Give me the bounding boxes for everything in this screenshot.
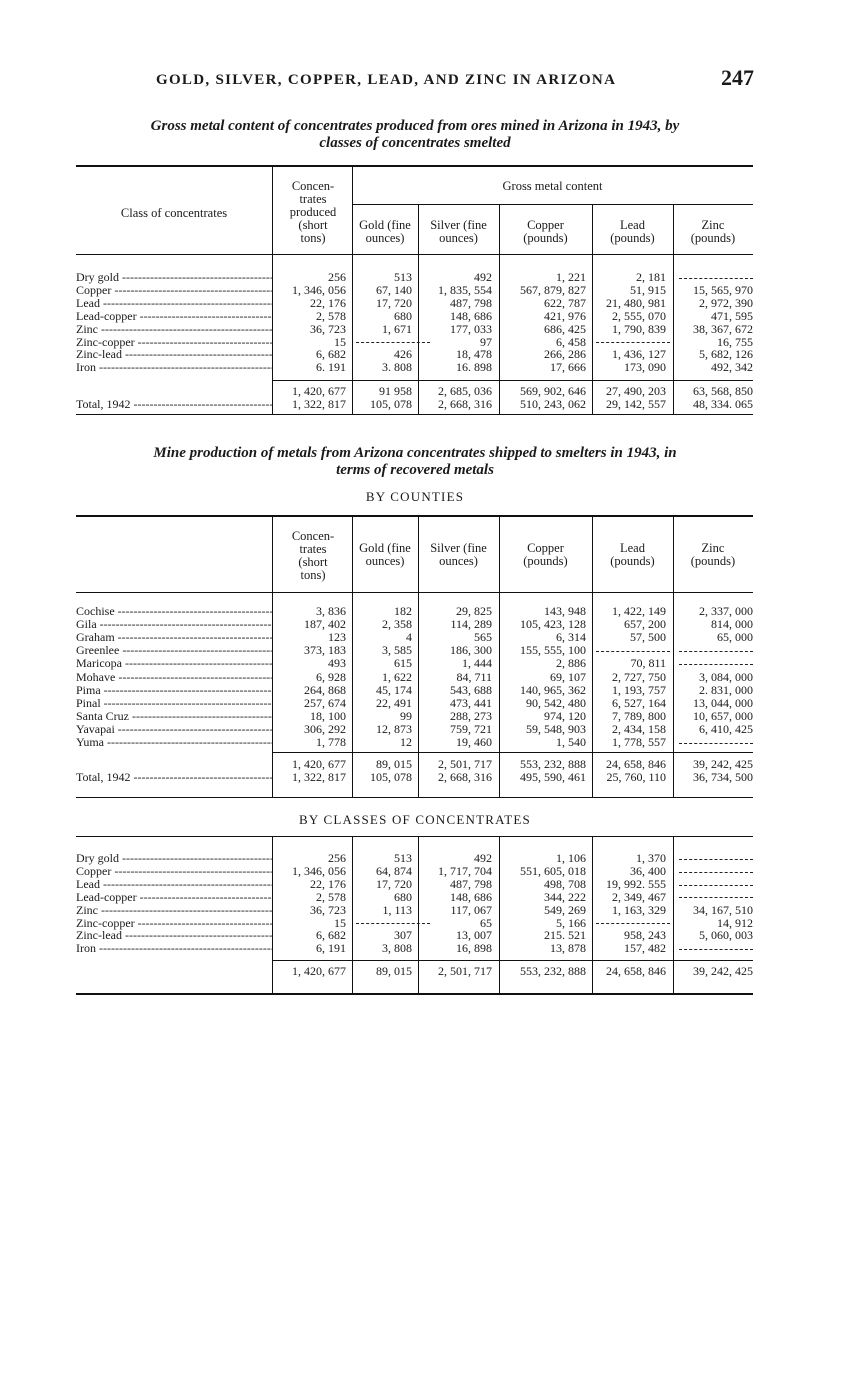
table-cell: 2, 337, 000: [699, 604, 753, 618]
table-cell: 12: [400, 735, 412, 749]
table-cell: 1, 221: [556, 270, 586, 284]
table-cell: 498, 708: [544, 876, 586, 891]
row-label: Pinal -----: [76, 697, 272, 710]
table2-classes-total-rule: [272, 960, 753, 961]
table-row: [0, 310, 866, 323]
table-cell: 257, 674: [304, 695, 346, 710]
table-cell: 91 958: [379, 384, 412, 398]
table-cell: 2, 668, 316: [438, 397, 492, 411]
table-cell: 1, 420, 677: [292, 384, 346, 398]
table2-header-copper: Copper (pounds): [523, 541, 568, 568]
table-cell: 90, 542, 480: [526, 695, 586, 710]
table-cell: 2, 727, 750: [612, 669, 666, 684]
row-label: Lead-copper -----: [76, 891, 272, 904]
empty-cell-dashes: [676, 865, 753, 878]
table-cell: 492: [474, 270, 492, 284]
table-cell: 64, 874: [376, 863, 412, 878]
table-cell: 2, 578: [316, 889, 346, 904]
table-cell: 36, 723: [310, 321, 346, 336]
table-cell: 1, 671: [382, 321, 412, 336]
table-cell: 65: [480, 915, 492, 930]
table-cell: 17, 720: [376, 876, 412, 891]
table-row: [0, 710, 866, 723]
table2-header-rule: [76, 592, 753, 593]
table-cell: 187, 402: [304, 617, 346, 632]
row-label: Zinc -----: [76, 323, 272, 336]
table-cell: 6, 458: [556, 334, 586, 349]
table-row: [0, 361, 866, 374]
table-row: [0, 852, 866, 865]
row-label: Mohave -----: [76, 671, 272, 684]
table2-header-zinc: Zinc (pounds): [690, 541, 736, 568]
table-cell: 17, 720: [376, 295, 412, 310]
table-cell: 89, 015: [376, 964, 412, 978]
table-cell: 114, 289: [450, 617, 492, 632]
table-cell: 426: [394, 347, 412, 362]
table-cell: 6, 682: [316, 928, 346, 943]
table-row: [0, 878, 866, 891]
table-cell: 493: [328, 656, 346, 671]
table-row: [0, 657, 866, 670]
table-cell: 39, 242, 425: [693, 964, 753, 978]
table-cell: 10, 657, 000: [693, 708, 753, 723]
table2-header-lead: Lead (pounds): [610, 541, 655, 568]
table-cell: 473, 441: [450, 695, 492, 710]
empty-cell-dashes: [676, 736, 753, 749]
row-label: Dry gold -----: [76, 852, 272, 865]
table-row: [0, 605, 866, 618]
table-cell: 6, 682: [316, 347, 346, 362]
table-cell: 29, 142, 557: [606, 397, 666, 411]
table-cell: 266, 286: [544, 347, 586, 362]
table-cell: 22, 176: [310, 295, 346, 310]
total-row: [0, 965, 866, 978]
table-cell: 1, 322, 817: [292, 770, 346, 784]
table-row: [0, 323, 866, 336]
table-cell: 6, 928: [316, 669, 346, 684]
table2-subhead-counties: BY COUNTIES: [365, 489, 465, 504]
table-cell: 155, 555, 100: [520, 643, 586, 658]
row-label: Graham -----: [76, 631, 272, 644]
table-cell: 13, 044, 000: [693, 695, 753, 710]
table-cell: 6. 191: [316, 360, 346, 375]
table2-bottom-rule: [76, 993, 753, 995]
table-cell: 5, 166: [556, 915, 586, 930]
table-cell: 543, 688: [450, 682, 492, 697]
table-cell: 70, 811: [630, 656, 666, 671]
table2-counties-bottom-rule: [76, 797, 753, 798]
table-cell: 57, 500: [630, 630, 666, 645]
row-label: Lead -----: [76, 297, 272, 310]
table-cell: 1, 622: [382, 669, 412, 684]
table-cell: 15: [334, 915, 346, 930]
row-label: Zinc-copper -----: [76, 336, 272, 349]
table-cell: 1, 790, 839: [612, 321, 666, 336]
row-label: Total, 1942 -----: [76, 398, 272, 411]
table-cell: 2, 578: [316, 308, 346, 323]
table-row: [0, 284, 866, 297]
table-cell: 215. 521: [544, 928, 586, 943]
table-cell: 495, 590, 461: [520, 770, 586, 784]
table-cell: 48, 334. 065: [693, 397, 753, 411]
table-cell: 18, 478: [456, 347, 492, 362]
table1-header-concentrates: Concen- trates produced (short tons): [289, 179, 337, 245]
table-cell: 13, 007: [456, 928, 492, 943]
table-cell: 39, 242, 425: [693, 757, 753, 771]
row-label: Pima -----: [76, 684, 272, 697]
table1-group-rule: [352, 204, 753, 205]
table1-header-zinc: Zinc (pounds): [690, 218, 736, 245]
table1-header-class: Class of concentrates: [120, 206, 228, 220]
table-cell: 69, 107: [550, 669, 586, 684]
row-label: Iron -----: [76, 942, 272, 955]
table-cell: 13, 878: [550, 941, 586, 956]
table-cell: 1, 106: [556, 851, 586, 865]
table-cell: 1, 370: [636, 851, 666, 865]
table-cell: 2, 434, 158: [612, 721, 666, 736]
table-row: [0, 618, 866, 631]
table-cell: 12, 873: [376, 721, 412, 736]
table-cell: 36, 400: [630, 863, 666, 878]
table-cell: 2, 501, 717: [438, 964, 492, 978]
table-cell: 89, 015: [376, 757, 412, 771]
table-cell: 15, 565, 970: [693, 282, 753, 297]
table-cell: 2, 886: [556, 656, 586, 671]
table-cell: 553, 232, 888: [520, 757, 586, 771]
table2-classes-top-rule: [76, 836, 753, 837]
table-cell: 36, 734, 500: [693, 770, 753, 784]
table-cell: 513: [394, 851, 412, 865]
table-cell: 256: [328, 851, 346, 865]
table2-subhead-classes: BY CLASSES OF CONCENTRATES: [299, 812, 531, 827]
table-row: [0, 697, 866, 710]
table-cell: 18, 100: [310, 708, 346, 723]
table-cell: 680: [394, 889, 412, 904]
table-cell: 6, 410, 425: [699, 721, 753, 736]
table-cell: 344, 222: [544, 889, 586, 904]
table-row: [0, 644, 866, 657]
table2-header-gold: Gold (fine ounces): [359, 541, 411, 568]
table-cell: 182: [394, 604, 412, 618]
table-cell: 1, 322, 817: [292, 397, 346, 411]
table-cell: 2, 349, 467: [612, 889, 666, 904]
row-label: Dry gold -----: [76, 271, 272, 284]
row-label: Zinc -----: [76, 904, 272, 917]
table-cell: 3, 084, 000: [699, 669, 753, 684]
table-cell: 814, 000: [711, 617, 753, 632]
table-row: [0, 723, 866, 736]
table-row: [0, 631, 866, 644]
table-cell: 2, 181: [636, 270, 666, 284]
row-label: Maricopa -----: [76, 657, 272, 670]
table1-top-rule: [76, 165, 753, 167]
table-cell: 1, 420, 677: [292, 757, 346, 771]
table-cell: 3. 808: [382, 360, 412, 375]
table-cell: 471, 595: [711, 308, 753, 323]
table-cell: 148, 686: [450, 889, 492, 904]
table-cell: 2, 668, 316: [438, 770, 492, 784]
table2-header-concentrates: Concen- trates (short tons): [291, 529, 335, 582]
table-cell: 615: [394, 656, 412, 671]
empty-cell-dashes: [676, 644, 753, 657]
total-row: [0, 771, 866, 784]
table-cell: 1, 835, 554: [438, 282, 492, 297]
table-cell: 1, 113: [382, 902, 412, 917]
empty-cell-dashes: [676, 942, 753, 955]
table1-caption-line2: classes of concentrates smelted: [319, 135, 511, 151]
table-cell: 553, 232, 888: [520, 964, 586, 978]
table-cell: 1, 444: [462, 656, 492, 671]
table-cell: 3, 585: [382, 643, 412, 658]
table-cell: 2, 685, 036: [438, 384, 492, 398]
table-cell: 186, 300: [450, 643, 492, 658]
row-label: Cochise -----: [76, 605, 272, 618]
table-cell: 567, 879, 827: [520, 282, 586, 297]
table-row: [0, 671, 866, 684]
table-cell: 25, 760, 110: [606, 770, 666, 784]
row-label: Copper -----: [76, 865, 272, 878]
table-cell: 36, 723: [310, 902, 346, 917]
table1-header-silver: Silver (fine ounces): [430, 218, 487, 245]
table-cell: 622, 787: [544, 295, 586, 310]
table-row: [0, 297, 866, 310]
table-cell: 686, 425: [544, 321, 586, 336]
table-cell: 2, 972, 390: [699, 295, 753, 310]
table-cell: 97: [480, 334, 492, 349]
table-cell: 1, 346, 056: [292, 282, 346, 297]
table-cell: 173, 090: [624, 360, 666, 375]
table-cell: 3, 808: [382, 941, 412, 956]
table-cell: 21, 480, 981: [606, 295, 666, 310]
table-cell: 1, 778: [316, 735, 346, 749]
row-label: Greenlee -----: [76, 644, 272, 657]
table-cell: 22, 491: [376, 695, 412, 710]
table-cell: 1, 346, 056: [292, 863, 346, 878]
table-cell: 117, 067: [450, 902, 492, 917]
row-label: Santa Cruz -----: [76, 710, 272, 723]
table-cell: 84, 711: [456, 669, 492, 684]
table-cell: 7, 789, 800: [612, 708, 666, 723]
table-cell: 34, 167, 510: [693, 902, 753, 917]
table-cell: 759, 721: [450, 721, 492, 736]
table-cell: 15: [334, 334, 346, 349]
table1-header-gold: Gold (fine ounces): [359, 218, 411, 245]
row-label: Copper -----: [76, 284, 272, 297]
table-row: [0, 929, 866, 942]
table-cell: 264, 868: [304, 682, 346, 697]
table-cell: 16, 755: [717, 334, 753, 349]
table-row: [0, 891, 866, 904]
table2-header-silver: Silver (fine ounces): [430, 541, 487, 568]
table-cell: 99: [400, 708, 412, 723]
table1-header-copper: Copper (pounds): [523, 218, 568, 245]
empty-cell-dashes: [676, 852, 753, 865]
table-cell: 513: [394, 270, 412, 284]
empty-cell-dashes: [676, 878, 753, 891]
table-cell: 140, 965, 362: [520, 682, 586, 697]
table-cell: 1, 717, 704: [438, 863, 492, 878]
table-cell: 16. 898: [456, 360, 492, 375]
empty-cell-dashes: [676, 657, 753, 670]
table-cell: 2, 501, 717: [438, 757, 492, 771]
table2-total-rule: [272, 752, 753, 753]
table2-caption-line2: terms of recovered metals: [336, 462, 494, 478]
table-cell: 123: [328, 630, 346, 645]
table-cell: 59, 548, 903: [526, 721, 586, 736]
table-cell: 307: [394, 928, 412, 943]
table1-header-lead: Lead (pounds): [610, 218, 655, 245]
table-cell: 38, 367, 672: [693, 321, 753, 336]
running-head: [76, 65, 754, 94]
table-cell: 6, 314: [556, 630, 586, 645]
table-cell: 288, 273: [450, 708, 492, 723]
table-cell: 657, 200: [624, 617, 666, 632]
table-cell: 27, 490, 203: [606, 384, 666, 398]
table-cell: 3, 836: [316, 604, 346, 618]
table-cell: 306, 292: [304, 721, 346, 736]
table-cell: 1, 193, 757: [612, 682, 666, 697]
table-cell: 565: [474, 630, 492, 645]
table-cell: 1, 540: [556, 735, 586, 749]
table-cell: 6, 191: [316, 941, 346, 956]
table-cell: 1, 778, 557: [612, 735, 666, 749]
table1-caption-line1: Gross metal content of concentrates produced from ores mined in Arizona in 1943, by: [150, 118, 680, 134]
table-row: [0, 942, 866, 955]
table-cell: 421, 976: [544, 308, 586, 323]
table-cell: 1, 420, 677: [292, 964, 346, 978]
table-cell: 19, 992. 555: [606, 876, 666, 891]
table-cell: 487, 798: [450, 295, 492, 310]
table-cell: 6, 527, 164: [612, 695, 666, 710]
table-cell: 24, 658, 846: [606, 964, 666, 978]
table-cell: 105, 078: [370, 397, 412, 411]
table1-header-gross-metal: Gross metal content: [502, 179, 603, 193]
table-cell: 51, 915: [630, 282, 666, 297]
row-label: Iron -----: [76, 361, 272, 374]
table1-total-rule: [272, 380, 753, 381]
table-cell: 373, 183: [304, 643, 346, 658]
table-cell: 65, 000: [717, 630, 753, 645]
table-cell: 1, 422, 149: [612, 604, 666, 618]
table-cell: 2, 358: [382, 617, 412, 632]
table-cell: 549, 269: [544, 902, 586, 917]
table-cell: 67, 140: [376, 282, 412, 297]
table-cell: 148, 686: [450, 308, 492, 323]
table-row: [0, 904, 866, 917]
empty-cell-dashes: [676, 891, 753, 904]
table-cell: 680: [394, 308, 412, 323]
table-cell: 63, 568, 850: [693, 384, 753, 398]
table-cell: 105, 078: [370, 770, 412, 784]
table-cell: 492: [474, 851, 492, 865]
table-cell: 2. 831, 000: [699, 682, 753, 697]
table1-header-rule: [76, 254, 753, 255]
table-cell: 487, 798: [450, 876, 492, 891]
table-row: [0, 736, 866, 749]
row-label: Lead-copper -----: [76, 310, 272, 323]
row-label: Yuma -----: [76, 736, 272, 749]
table-cell: 29, 825: [456, 604, 492, 618]
total-row: [0, 398, 866, 411]
table-cell: 177, 033: [450, 321, 492, 336]
table-row: [0, 684, 866, 697]
table-row: [0, 865, 866, 878]
table-cell: 492, 342: [711, 360, 753, 375]
table-cell: 2, 555, 070: [612, 308, 666, 323]
table-cell: 551, 605, 018: [520, 863, 586, 878]
table-cell: 45, 174: [376, 682, 412, 697]
row-label: Lead -----: [76, 878, 272, 891]
table-cell: 256: [328, 270, 346, 284]
row-label: Yavapai -----: [76, 723, 272, 736]
table-cell: 24, 658, 846: [606, 757, 666, 771]
table-cell: 510, 243, 062: [520, 397, 586, 411]
table-cell: 1, 436, 127: [612, 347, 666, 362]
table-cell: 4: [406, 630, 412, 645]
table2-caption-line1: Mine production of metals from Arizona concentrates shipped to smelters in 1943, in: [153, 445, 677, 461]
table-cell: 16, 898: [456, 941, 492, 956]
table-cell: 5, 060, 003: [699, 928, 753, 943]
table-cell: 105, 423, 128: [520, 617, 586, 632]
row-label: Zinc-copper -----: [76, 917, 272, 930]
table-cell: 143, 948: [544, 604, 586, 618]
table-cell: 5, 682, 126: [699, 347, 753, 362]
table1-bottom-rule: [76, 414, 753, 415]
table-cell: 22, 176: [310, 876, 346, 891]
table-cell: 14, 912: [717, 915, 753, 930]
row-label: Zinc-lead -----: [76, 348, 272, 361]
table-cell: 569, 902, 646: [520, 384, 586, 398]
running-title: GOLD, SILVER, COPPER, LEAD, AND ZINC IN ARIZONA: [156, 72, 617, 88]
empty-cell-dashes: [596, 644, 666, 657]
table2-top-rule: [76, 515, 753, 517]
table-cell: 974, 120: [544, 708, 586, 723]
table-cell: 958, 243: [624, 928, 666, 943]
table-cell: 19, 460: [456, 735, 492, 749]
table-cell: 1, 163, 329: [612, 902, 666, 917]
table-cell: 17, 666: [550, 360, 586, 375]
table-cell: 157, 482: [624, 941, 666, 956]
row-label: Zinc-lead -----: [76, 929, 272, 942]
page-number: 247: [721, 65, 754, 90]
row-label: Total, 1942 -----: [76, 771, 272, 784]
row-label: Gila -----: [76, 618, 272, 631]
